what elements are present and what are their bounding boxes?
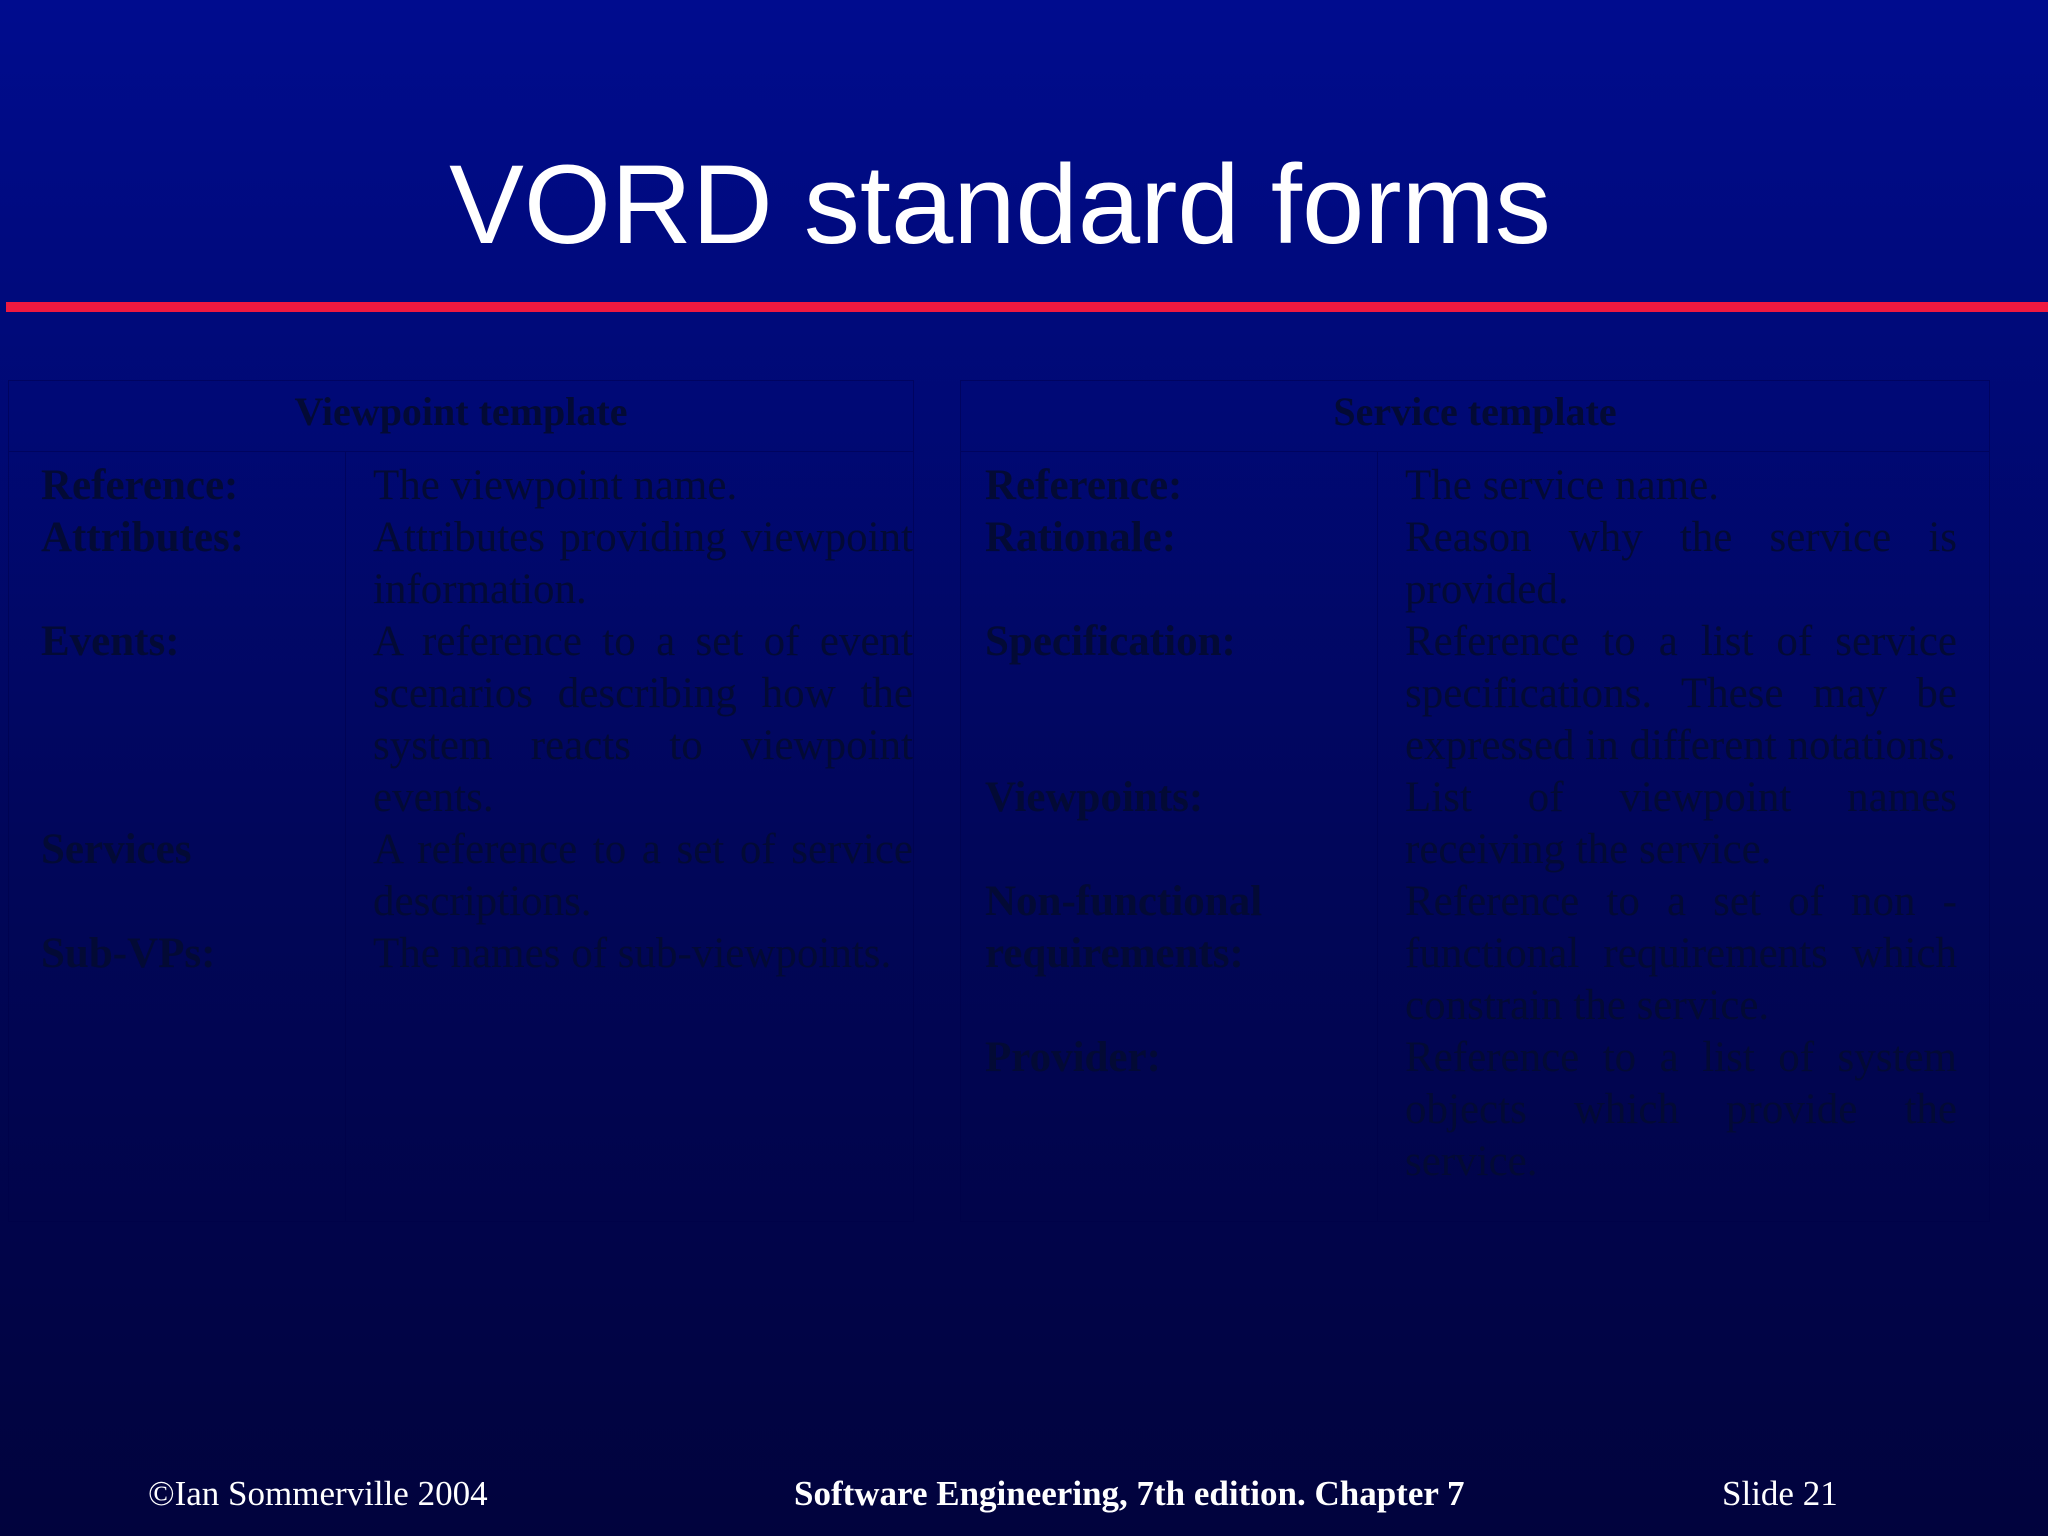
table-row [961,772,1989,876]
viewpoint-template-body [9,451,913,1221]
field-description: List of viewpoint names receiving the service. [1405,774,1957,873]
field-label: Reference: [985,462,1183,509]
table-row [961,876,1989,1032]
title-divider [6,302,2048,312]
table-row [9,460,913,512]
field-label: Attributes: [41,514,245,561]
service-template-table [960,380,1990,1222]
field-description: The service name. [1405,462,1719,509]
field-description: Reference to a set of non - functional requirements which constrain the service. [1405,878,1957,1029]
service-template-heading: Service template [1333,389,1617,434]
field-label: Provider: [985,1034,1161,1081]
field-description: Attributes providing viewpoint information. [373,514,913,613]
field-description: Reference to a list of service specifications. These may be expressed in different notations. [1405,618,1957,769]
table-row [961,616,1989,772]
field-label: Events: [41,618,180,665]
viewpoint-template-heading: Viewpoint template [294,389,628,434]
field-description: A reference to a set of event scenarios describing how the system reacts to viewpoint events. [373,618,913,821]
table-row [9,928,913,980]
footer-copyright: ©Ian Sommerville 2004 [148,1474,488,1513]
field-description: Reason why the service is provided. [1405,514,1957,613]
table-row [961,1032,1989,1188]
field-label: Specification: [985,618,1236,665]
field-label: Rationale: [985,514,1177,561]
table-row [9,512,913,616]
table-row [9,824,913,928]
slide-title [0,140,2048,270]
table-row [961,460,1989,512]
field-label: Viewpoints: [985,774,1204,821]
footer-slide-number: Slide 21 [1722,1474,1838,1513]
field-description: A reference to a set of service descriptions. [373,826,913,925]
field-description: The names of sub-viewpoints. [373,930,892,977]
table-row [9,616,913,824]
footer-book-title: Software Engineering, 7th edition. Chapter 7 [794,1474,1465,1513]
field-description: The viewpoint name. [373,462,738,509]
field-label: Services [41,826,192,873]
viewpoint-template-table [8,380,914,1222]
table-row [961,512,1989,616]
field-label: Non-functional requirements: [985,878,1263,977]
service-template-body [961,451,1989,1221]
field-label: Reference: [41,462,239,509]
slide-title-text: VORD standard forms [449,142,1551,267]
field-description: Reference to a list of system objects which provide the service. [1405,1034,1957,1185]
field-label: Sub-VPs: [41,930,216,977]
